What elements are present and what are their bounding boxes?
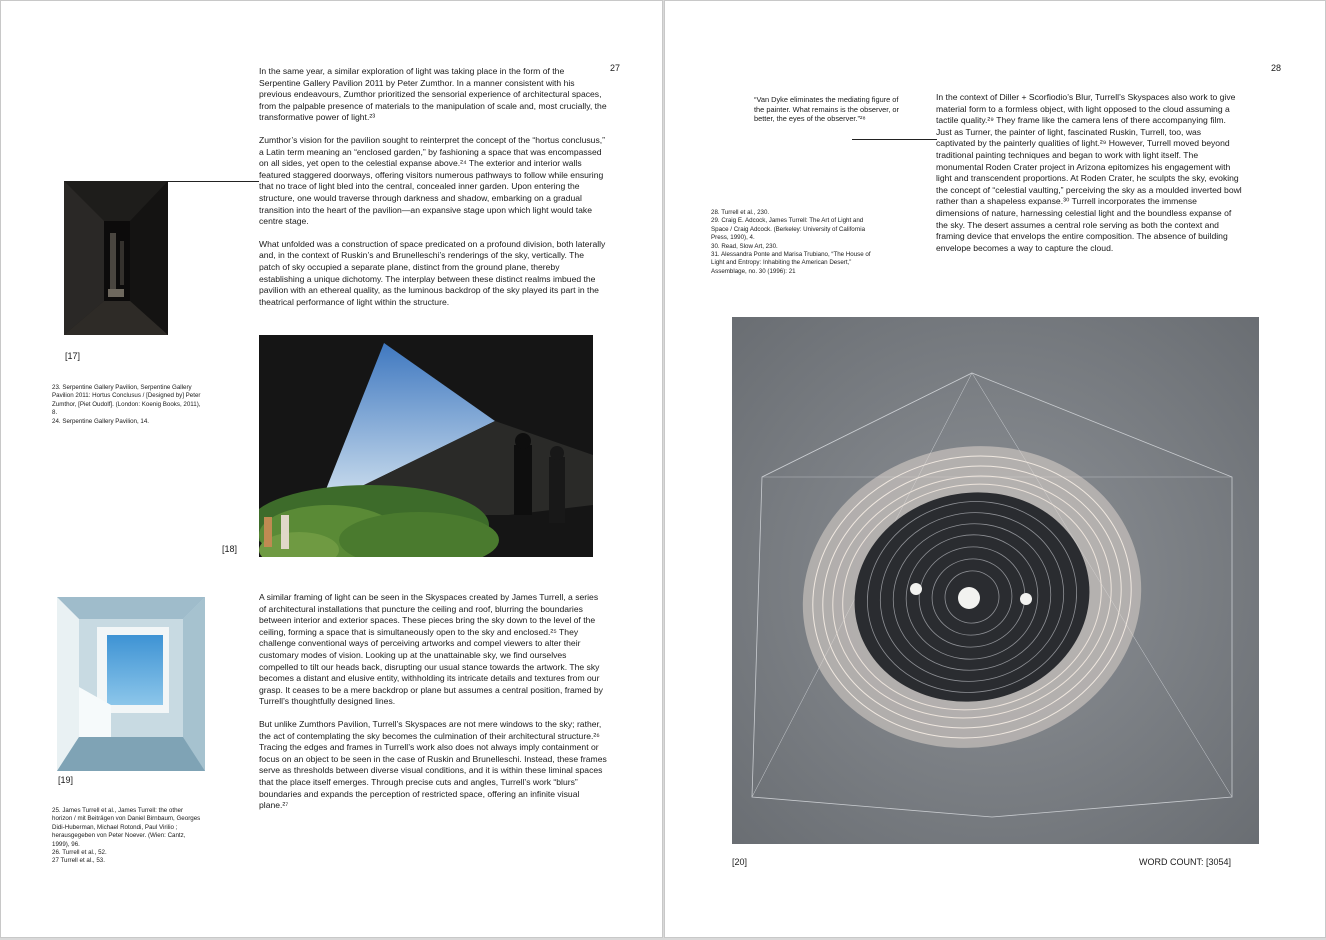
paragraph: What unfolded was a construction of space predicated on a profound division, both laterally and, in the context of Ruskin’s and Brunelleschi’s renderings of the sky, vertically. The patch of sky occupied a separate plane, distinct from the ground plane, thereby establishing a unique dichotomy. The interplay between these distinct realms imbued the pavilion with an ethereal quality, as the luminous backdrop of the sky played its part in the theatrical performance of light within the structure. [259,238,606,307]
paragraph: Zumthor’s vision for the pavilion sought to reinterpret the concept of the “hortus conclusus,” a Latin term meaning an “enclosed garden,” by fashioning a space that was encompassed on all sides, yet open to the celestial expanse above.²⁴ The exterior and interior walls featured staggered doorways, offering visitors numerous pathways to follow while ensuring that no trace of light bled into the central, concealed inner garden. Upon entering the structure, one would traverse through darkness and shadow, embarking on a gradual transition into the heart of the pavilion—an expansive stage upon which light would take centre stage. [259,134,605,227]
paragraph: In the context of Diller + Scorfiodio’s Blur, Turrell’s Skyspaces also work to give material form to a formless object, with light opposed to the cloud assuming a tactile quality.²⁹ They frame like the camera lens of there accompanying film. Just as Turner, the painter of light, fascinated Ruskin, Turrell, too, was captivated by the painterly qualities of light.²⁹ However, Turrell moved beyond traditional painting techniques and began to work with light itself. The monumental Roden Crater project in Arizona epitomizes his engagement with light and transcendent proportions. At Roden Crater, he sculpts the sky, evoking the concept of “celestial vaulting,” perceiving the sky as a moulded inverted bowl rather than a shapeless expanse.³⁰ Turrell incorporates the immense dimensions of nature, harnessing celestial light and the boundless expanse of the sky. The desert assumes a central role serving as both the context and framing device that envelops the entire composition. The absence of building envelope becomes a way to capture the cloud. [936,92,1242,253]
footnote: 23. Serpentine Gallery Pavilion, Serpentine Gallery Pavilion 2011: Hortus Conclusus / [Designed by] Peter Zumthor, [Piet Oudolf]. (London: Koenig Books, 2011), 8. [52,384,201,417]
footnotes-top [52,384,202,426]
footnote: 28. Turrell et al., 230. [711,209,770,216]
footnote: 27 Turrell et al., 53. [52,857,105,865]
figure-20-roden-crater-artwork [732,317,1259,844]
word-count: WORD COUNT: [3054] [1139,857,1232,867]
body-text-lower [259,592,607,823]
left-page [0,0,663,938]
figure-17-corridor-image [64,181,168,335]
footnote: 30. Read, Slow Art, 230. [711,242,778,250]
footnote: 25. James Turrell et al., James Turrell: the other horizon / mit Beiträgen von Daniel Birnbaum, Georges Didi-Huberman, Michael Rotondi, Paul Virilio ; herausgegeben von Peter Noever. (Wien: Cantz, 1999), 96. [52,807,201,848]
figure-20-caption: [20] [732,857,748,867]
figure-18-caption: [18] [222,544,238,554]
figure-19-skyspace-image [57,597,205,771]
body-text-upper [259,66,607,319]
figure-17-caption: [17] [65,351,81,361]
right-page [664,0,1326,938]
footnotes-bottom [52,807,202,866]
leader-line [167,181,259,182]
leader-line [852,139,937,140]
pull-quote: “Van Dyke eliminates the mediating figure of the painter. What remains is the observer, or better, the eyes of the observer.”²⁸ [754,95,900,124]
footnote: 24. Serpentine Gallery Pavilion, 14. [52,417,149,425]
footnotes [711,209,881,276]
paragraph: In the same year, a similar exploration of light was taking place in the form of the Serpentine Gallery Pavilion 2011 by Peter Zumthor. In a manner consistent with his previous endeavours, Zumthor prioritized the sensorial experience of architectural spaces, from the palpable presence of materials to the manipulation of scale and, most crucially, the transformative power of light.²³ [259,66,607,123]
paragraph: A similar framing of light can be seen in the Skyspaces created by James Turrell, a series of architectural installations that puncture the ceiling and roof, blurring the boundaries between interior and exterior spaces. These pieces bring the sky down to the level of the ceiling, forming a space that is simultaneously open to the sky and enclosed.²⁵ They challenge conventional ways of perceiving artworks and compel viewers to alter their customary modes of vision. Looking up at the unattainable sky, we find ourselves compelled to tilt our heads back, disrupting our usual stance towards the artwork. The sky becomes a distant and elusive entity, withholding its intricate details and textures from our grasp. It ceases to be a mere backdrop or plane but assumes a central position, framed by Turrell’s thoughtfully designed lines. [259,592,603,707]
page-number: 27 [610,63,621,73]
page-number: 28 [1271,63,1282,73]
figure-18-pavilion-image [259,335,593,557]
footnote: 26. Turrell et al., 52. [52,849,107,857]
footnote: 31. Alessandra Ponte and Marisa Trubiano, “The House of Light and Entropy: Inhabiting the American Desert,” Assemblage, no. 30 (1996): 21 [711,251,871,275]
paragraph: But unlike Zumthors Pavilion, Turrell’s Skyspaces are not mere windows to the sky; rather, the act of contemplating the sky becomes the culmination of their architectural structure.²⁶ Tracing the edges and frames in Turrell’s work also does not always imply containment or focus on an object to be seen in the case of Ruskin and Brunelleschi. Instead, these frames serve as thresholds between diverse visual conditions, and it is within these liminal spaces that the place itself emerges. Through precise cuts and angles, Turrell’s work “blurs” boundaries and expands the perception of restricted space, offering an infinite visual plane.²⁷ [259,718,607,811]
footnote: 29. Craig E. Adcock, James Turrell: The Art of Light and Space / Craig Adcock. (Berkeley: University of California Press, 1990), 4. [711,217,866,242]
body-text [936,92,1242,265]
figure-19-caption: [19] [58,775,74,785]
